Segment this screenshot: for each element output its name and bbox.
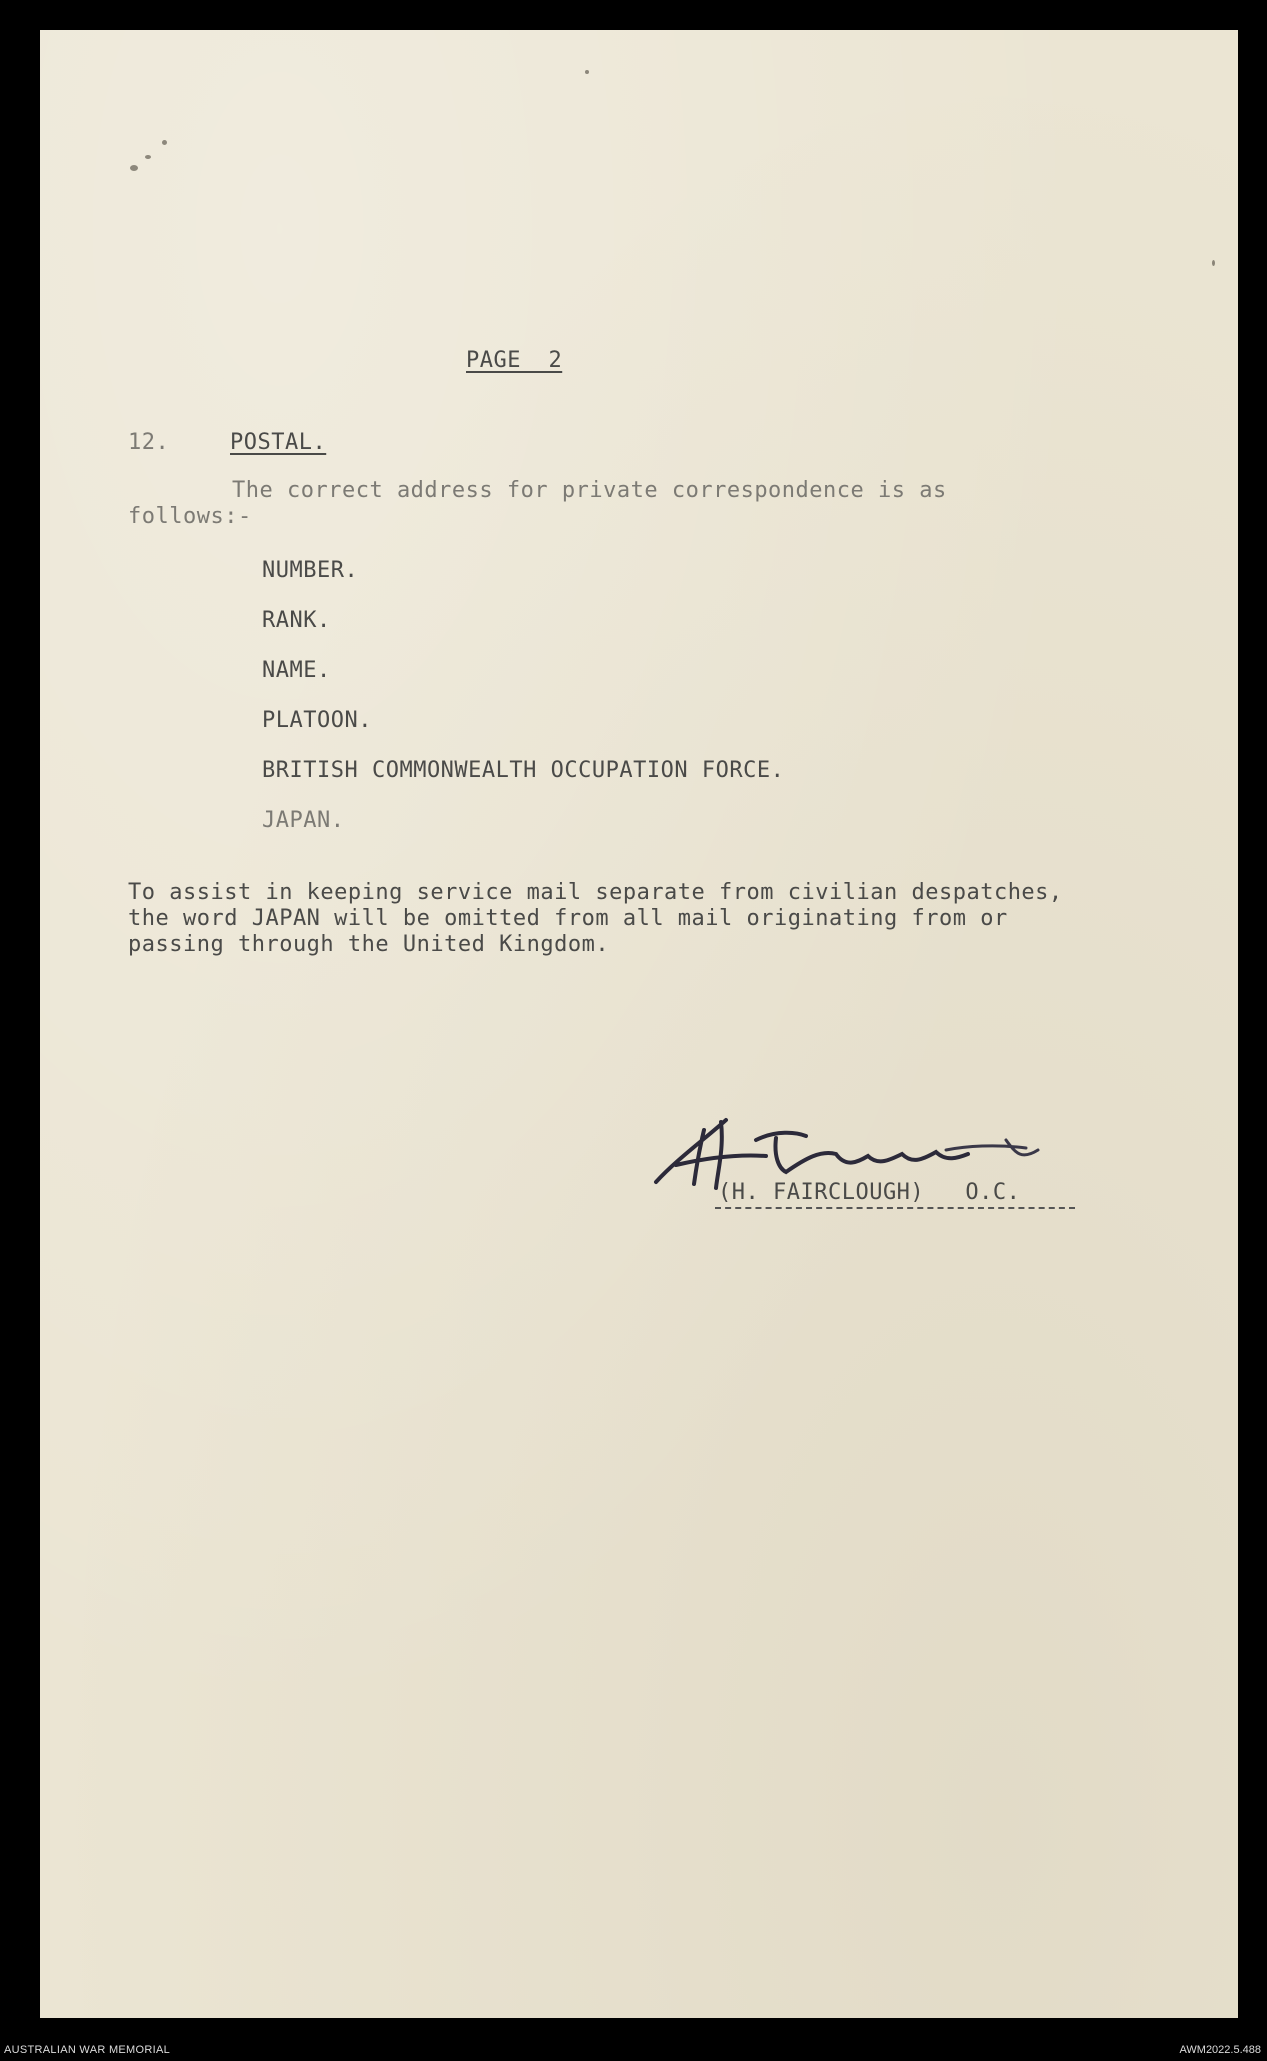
signature-rule: [715, 1207, 1075, 1209]
paper-blemish: [1212, 260, 1215, 266]
intro-line: follows:-: [128, 504, 252, 529]
address-item-number: NUMBER.: [262, 558, 359, 583]
note-line: To assist in keeping service mail separate from civilian despatches,: [128, 880, 1063, 905]
archive-credit: AUSTRALIAN WAR MEMORIAL: [4, 2044, 171, 2056]
address-item-name: NAME.: [262, 658, 331, 683]
address-item-country: JAPAN.: [262, 808, 345, 833]
note-line: passing through the United Kingdom.: [128, 932, 610, 957]
archive-reference: AWM2022.5.488: [1179, 2044, 1261, 2056]
section-number: 12.: [128, 430, 170, 455]
note-line: the word JAPAN will be omitted from all mail originating from or: [128, 906, 1008, 931]
address-item-platoon: PLATOON.: [262, 708, 372, 733]
address-item-rank: RANK.: [262, 608, 331, 633]
page-heading: PAGE 2: [466, 348, 563, 373]
paper-blemish: [130, 165, 138, 171]
document-page: [40, 30, 1238, 2018]
intro-line: The correct address for private correspondence is as: [232, 478, 947, 503]
paper-blemish: [162, 140, 167, 145]
section-title: POSTAL.: [230, 430, 327, 455]
paper-blemish: [585, 70, 589, 74]
paper-blemish: [145, 155, 151, 159]
signatory-name: (H. FAIRCLOUGH) O.C.: [718, 1180, 1021, 1205]
address-item-force: BRITISH COMMONWEALTH OCCUPATION FORCE.: [262, 758, 785, 783]
